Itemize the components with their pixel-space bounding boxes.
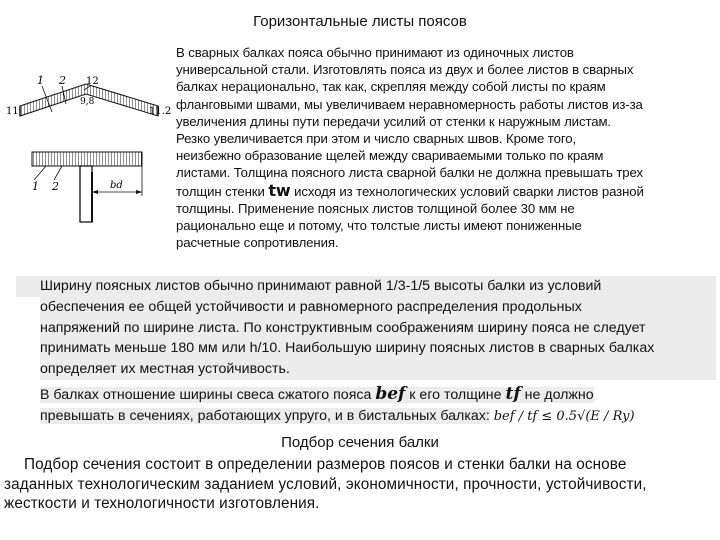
- intro-line: В сварных балках пояса обычно принимают из одиночных листов: [176, 45, 574, 60]
- ratio-mid: к его толщине: [409, 386, 502, 403]
- ratio-line-2: [40, 406, 716, 428]
- width-line: напряжений по ширине листа. По конструктивным соображениям ширину пояса не следует: [40, 318, 716, 339]
- intro-paragraph: [176, 44, 708, 251]
- intro-line: расчетные сопротивления.: [176, 235, 339, 251]
- intro-line: фланговыми швами, мы увеличиваем неравномерность работы листов из-за: [176, 96, 643, 112]
- label-98: 9,8: [80, 97, 95, 107]
- intro-line: универсальной стали. Изготовлять пояса из двух и более листов в сварных: [176, 62, 634, 78]
- bottom-plate: [32, 152, 142, 166]
- ratio-pre: В балках отношение ширины свеса сжатого пояса: [40, 386, 372, 403]
- intro-line9-pre: толщин стенки: [176, 183, 265, 199]
- label-2: 2: [59, 74, 66, 87]
- section-line: Подбор сечения состоит в определении размеров поясов и стенки балки на основе: [24, 456, 627, 473]
- bef-symbol: bef: [375, 383, 406, 404]
- intro-line-tw: [176, 182, 708, 200]
- intro-line9-post: исходя из технологических условий сварки листов разной: [294, 183, 644, 199]
- width-line: принимать меньше 180 мм или h/10. Наибольшую ширину поясных листов в сварных балках: [40, 338, 716, 359]
- tf-symbol: tf: [505, 383, 521, 404]
- intro-line: рационально еще и потому, что толстые листы имеют пониженные: [176, 218, 582, 234]
- width-paragraph: [40, 276, 716, 428]
- intro-line: толщины. Применение поясных листов толщиной более 30 мм не: [176, 200, 575, 216]
- label-11: 11: [6, 106, 19, 117]
- section-line: заданных технологическим заданием условий, экономичности, прочности, устойчивости,: [4, 475, 647, 493]
- label-bottom-1: 1: [32, 180, 39, 193]
- intro-line: неизбежно образование щелей между свариваемыми только по краям: [176, 148, 604, 164]
- section-title: Подбор сечения балки: [281, 434, 439, 451]
- ratio-post: не должно: [524, 386, 594, 403]
- ratio-line-1: [40, 384, 716, 406]
- ratio-line2-text: превышать в сечениях, работающих упруго, и в бистальных балках:: [40, 407, 490, 424]
- label-11-2: 11.2: [149, 106, 172, 117]
- ratio-formula: bef / tf ≤ 0.5√(E / Ry): [493, 408, 635, 424]
- label-12: 12: [86, 76, 99, 87]
- width-line: определяет их местная устойчивость.: [40, 359, 716, 380]
- intro-line: балках нерационально, так как, скрепляя между собой листы по краям: [176, 79, 606, 95]
- page-title: Горизонтальные листы поясов: [253, 13, 467, 30]
- section-line: жесткости и технологичности изготовления.: [4, 495, 320, 512]
- width-line: Ширину поясных листов обычно принимают равной 1/3-1/5 высоты балки из условий: [16, 276, 716, 297]
- label-bottom-2: 2: [52, 180, 59, 193]
- width-line: обеспечения ее общей устойчивости и равномерного распределения продольных: [40, 297, 716, 318]
- intro-line: Резко увеличивается при этом и число сварных швов. Кроме того,: [176, 131, 577, 147]
- tw-symbol: tw: [268, 180, 291, 200]
- web: [80, 166, 92, 222]
- flange-section-diagram: [6, 72, 174, 252]
- section-paragraph: [4, 455, 716, 514]
- label-bd: bd: [110, 180, 123, 191]
- label-1: 1: [37, 74, 44, 87]
- intro-line: увеличения длины пути передачи усилий от стенки к наружным листам.: [176, 113, 611, 129]
- intro-line: листами. Толщина поясного листа сварной балки не должна превышать трех: [176, 165, 643, 181]
